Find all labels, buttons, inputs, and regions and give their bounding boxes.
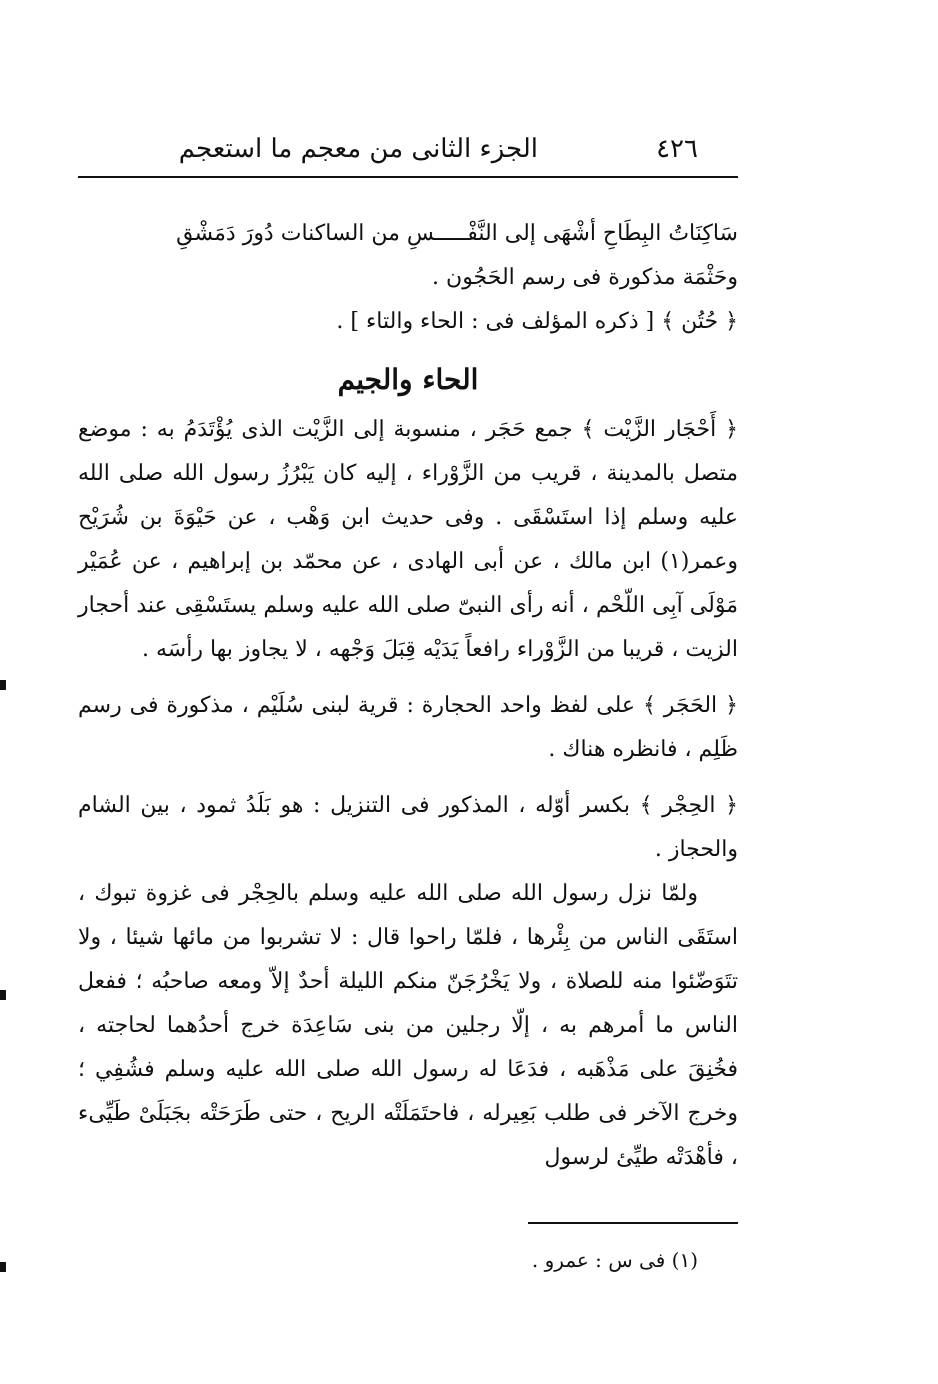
edge-mark <box>0 990 6 1000</box>
spacer <box>78 672 738 684</box>
header-rule <box>78 176 738 178</box>
edge-mark <box>0 1262 6 1272</box>
entry-al-hijr: ﴿ الحِجْر ﴾ بكسر أوّله ، المذكور فى التنزيل : هو بَلَدُ ثمود ، بين الشام والحجاز . <box>78 793 738 862</box>
edge-mark <box>0 680 6 690</box>
running-title: الجزء الثانى من معجم ما استعجم <box>178 134 538 164</box>
verse-line: سَاكِنَاتُ البِطَاحِ أشْهَى إلى النَّفْـــــسِ من الساكنات دُورَ دَمَشْقِ <box>176 221 738 246</box>
spacer <box>78 772 738 784</box>
running-head <box>78 134 738 174</box>
entry-hutun: ﴿ حُتُن ﴾ [ ذكره المؤلف فى : الحاء والتاء ] . <box>336 309 738 334</box>
page-number: ٤٢٦ <box>656 134 698 164</box>
page-body <box>78 212 738 1180</box>
footnote: (١) فى س : عمرو . <box>531 1248 698 1272</box>
paragraph-tabuk: ولمّا نزل رسول الله صلى الله عليه وسلم بالحِجْر فى غزوة تبوك ، استَقَى الناس من بِئْرها ، فلمّا راحوا قال : لا تشربوا من مائها شيئا ، ولا تتَوَضّئوا منه للصلاة ، ولا يَخْرُجَنّ منكم الليلة أحدٌ إلاّ ومعه صاحبُه ؛ ففعل الناس ما أمرهم به ، إلّا رجلين من بنى سَاعِدَة خرج أحدُهما لحاجته ، فخُنِقَ على مَذْهَبه ، فدَعَا له رسول الله صلى الله عليه وسلم فشُفِي ؛ وخرج الآخر فى طلب بَعِيرله ، فاحتَمَلَتْه الريح ، حتى طَرَحَتْه بجَبَلَىْ طَيِّىء ، فأهْدَتْه طيِّئ لرسول <box>78 881 738 1170</box>
entry-al-hajar: ﴿ الحَجَر ﴾ على لفظ واحد الحجارة : قرية لبنى سُلَيْم ، مذكورة فى رسم ظَلِم ، فانظره هناك . <box>78 693 738 762</box>
section-title: الحاء والجيم <box>337 363 479 396</box>
footnote-rule <box>528 1222 738 1224</box>
text-line: وحَثْمَة مذكورة فى رسم الحَجُون . <box>432 265 738 290</box>
entry-ahjar-al-zayt: ﴿ أَحْجَار الزَّيْت ﴾ جمع حَجَر ، منسوبة إلى الزَّيْت الذى يُؤْتَدَمُ به : موضع متصل بالمدينة ، قريب من الزَّوْراء ، إليه كان يَبْرُزُ رسول الله صلى الله عليه وسلم إذا استَسْقَى . وفى حديث ابن وَهْب ، عن حَيْوَةَ بن شُرَيْح وعمر(١) ابن مالك ، عن أبى الهادى ، عن محمّد بن إبراهيم ، عن عُمَيْر مَوْلَى آبِى اللّحْم ، أنه رأى النبىّ صلى الله عليه وسلم يستَسْقِى عند أحجار الزيت ، قريبا من الزَّوْراء رافعاً يَدَيْه قِبَلَ وَجْهه ، لا يجاوز بها رأسَه . <box>78 417 738 662</box>
book-page <box>78 120 738 1320</box>
